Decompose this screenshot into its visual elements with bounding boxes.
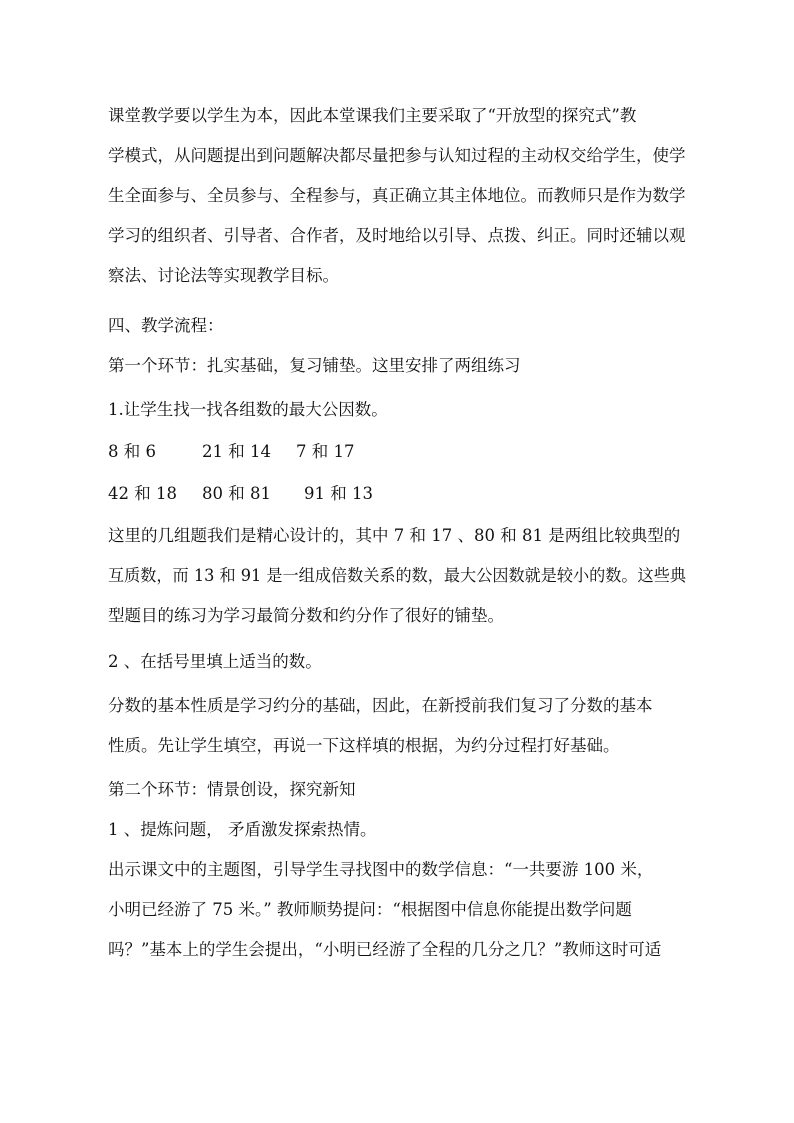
number-pair-7-17: 7 和 17 (296, 442, 355, 461)
paragraph-line-1: 课堂教学要以学生为本，因此本堂课我们主要采取了“开放型的探究式”教 (108, 106, 637, 125)
number-pair-8-6: 8 和 6 (108, 442, 156, 461)
paragraph-line-3: 生全面参与、全员参与、全程参与，真正确立其主体地位。而教师只是作为数学 (108, 186, 686, 205)
section-heading-teaching-process: 四、教学流程： (108, 316, 224, 335)
explanation-line-3: 型题目的练习为学习最简分数和约分作了很好的铺垫。 (108, 606, 504, 625)
stage-two-heading: 第二个环节：情景创设，探究新知 (108, 780, 356, 799)
number-pair-91-13: 91 和 13 (304, 484, 373, 503)
paragraph-line-5: 察法、讨论法等实现教学目标。 (108, 266, 339, 285)
number-pair-42-18: 42 和 18 (108, 484, 177, 503)
paragraph-line-2: 学模式，从问题提出到问题解决都尽量把参与认知过程的主动权交给学生，使学 (108, 146, 686, 165)
number-pair-80-81: 80 和 81 (202, 484, 271, 503)
explanation-line-2: 互质数，而 13 和 91 是一组成倍数关系的数，最大公因数就是较小的数。这些典 (108, 566, 686, 585)
paragraph-line-4: 学习的组织者、引导者、合作者，及时地给以引导、点拨、纠正。同时还辅以观 (108, 226, 686, 245)
explanation-line-1: 这里的几组题我们是精心设计的，其中 7 和 17 、80 和 81 是两组比较典型的 (108, 526, 681, 545)
fraction-property-line-2: 性质。先让学生填空，再说一下这样填的根据，为约分过程打好基础。 (108, 736, 620, 755)
theme-picture-line-2: 小明已经游了 75 米。” 教师顺势提问：“根据图中信息你能提出数学问题 (108, 900, 632, 919)
exercise-2-instruction: 2 、在括号里填上适当的数。 (108, 652, 322, 671)
theme-picture-line-1: 出示课文中的主题图，引导学生寻找图中的数学信息：“一共要游 100 米， (108, 860, 654, 879)
number-pair-21-14: 21 和 14 (202, 442, 271, 461)
theme-picture-line-3: 吗？”基本上的学生会提出，“小明已经游了全程的几分之几？”教师这时可适 (108, 940, 662, 959)
fraction-property-line-1: 分数的基本性质是学习约分的基础，因此，在新授前我们复习了分数的基本 (108, 696, 653, 715)
exercise-1-instruction: 1.让学生找一找各组数的最大公因数。 (108, 400, 388, 419)
step-1-heading: 1 、提炼问题， 矛盾激发探索热情。 (108, 820, 377, 839)
stage-one-heading: 第一个环节：扎实基础，复习铺垫。这里安排了两组练习 (108, 356, 521, 375)
